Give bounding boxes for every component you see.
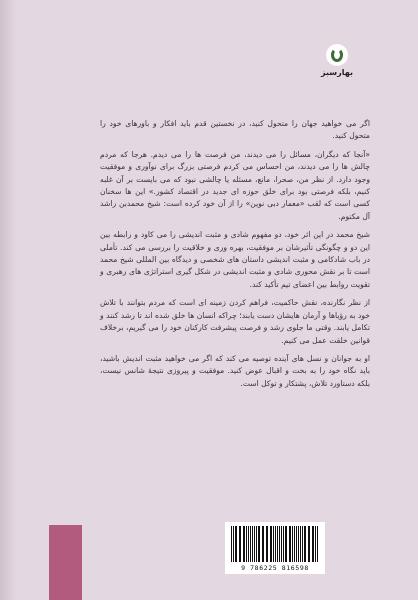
barcode-bar bbox=[248, 526, 249, 562]
spine-shadow bbox=[0, 0, 16, 600]
barcode-number: 9 786225 816598 bbox=[241, 564, 309, 572]
accent-bar bbox=[49, 525, 82, 600]
barcode-bar bbox=[267, 526, 268, 562]
barcode-bar bbox=[258, 526, 259, 562]
barcode-bars bbox=[231, 526, 319, 562]
barcode-bar bbox=[294, 526, 295, 562]
barcode-bar bbox=[309, 526, 310, 562]
blurb bbox=[100, 118, 370, 396]
barcode-bar bbox=[231, 526, 232, 562]
barcode-bar bbox=[252, 526, 253, 562]
governance-paragraph: از نظر نگارنده، نقش حاکمیت، فراهم کردن زمینه ای است که مردم بتوانند با تلاش خود به رؤیاها و آرمان هایشان دست یابند؛ چراکه انسان ها خلق شده اند تا رشد کنند و تکامل یابند. وقتی ما جلوی رشد و فرصت پیشرفت کارکنان خود را می گیریم، برخلاف قوانین خلقت عمل می کنیم. bbox=[100, 298, 370, 345]
barcode-bar bbox=[281, 526, 282, 562]
publisher-name: بهارسبز bbox=[320, 68, 353, 77]
barcode-bar bbox=[305, 526, 306, 562]
barcode-bar bbox=[263, 526, 264, 562]
barcode-bar bbox=[277, 526, 278, 562]
publisher-logo bbox=[320, 44, 354, 88]
quote-paragraph: «آنجا که دیگران، مسائل را می دیدند، من فرصت ها را می دیدم. هرجا که مردم چالش ها را می دیدند، من احساس می کردم فرصتی بزرگ برای نوآوری و موفقیت وجود دارد. از نظر من، صحرا، مانع، مسئله یا چالشی نبود که می بایست بر آن غلبه کنیم، بلکه فرصتی بود برای خلق حوزه ای جدید در اقتصاد کشور.» این ها سخنان کسی است که لقب «معمار دبی نوین» را از آن خود کرده است: شیخ محمدبن راشد آل مکتوم. bbox=[100, 149, 370, 221]
barcode-bar bbox=[315, 526, 316, 562]
advice-paragraph: او به جوانان و نسل های آینده توصیه می کند که اگر می خواهید مثبت اندیش باشید، باید نگاه خود را به بخت و اقبال عوض کنید. موفقیت و پیروزی نتیجهٔ شانس نیست، بلکه دستاورد تلاش، پشتکار و توکل است. bbox=[100, 353, 370, 388]
publisher-logo-icon bbox=[326, 44, 348, 66]
intro-paragraph: اگر می خواهید جهان را متحول کنید، در نخستین قدم باید افکار و باورهای خود را متحول کنید. bbox=[100, 119, 370, 141]
barcode-bar bbox=[286, 526, 287, 562]
summary-paragraph: شیخ محمد در این اثر خود، دو مفهوم شادی و مثبت اندیشی را می کاود و رابطه بین این دو و چگونگی تأثیرشان بر موفقیت، بهره وری و خلاقیت را بررسی می کند. تأملی در باب شادکامی و مثبت اندیشی داستان های شخصی و دیدگاه بین المللی شیخ محمد است تا بر نقش محوری شادی و مثبت اندیشی در شکل گیری استراتژی های رهبری و تقویت روابط بین اعضای تیم تأکید کند. bbox=[100, 230, 370, 289]
barcode-bar bbox=[300, 526, 301, 562]
barcode-bar bbox=[292, 526, 293, 562]
barcode-bar bbox=[270, 526, 271, 562]
barcode bbox=[225, 522, 325, 574]
barcode-bar bbox=[236, 526, 237, 562]
barcode-bar bbox=[246, 526, 247, 562]
barcode-bar bbox=[239, 526, 240, 562]
